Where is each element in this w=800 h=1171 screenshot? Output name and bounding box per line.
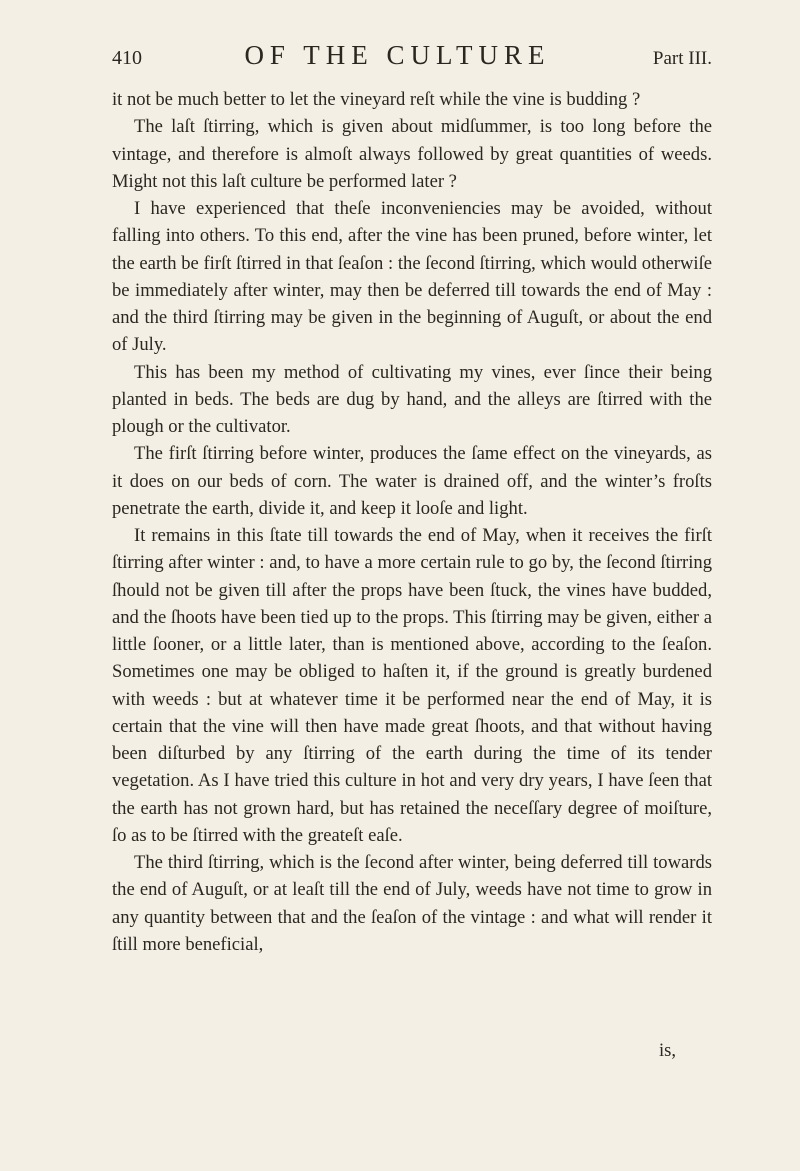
paragraph: The third ſtirring, which is the ſecond after winter, being deferred till towards the end of Auguſt, or at leaſt till the end of July, weeds have not time to grow in any quantity between that and the ſeaſon of the vintage : and what will render it ſtill more beneficial,	[112, 852, 712, 955]
paragraph: The laſt ſtirring, which is given about midſummer, is too long before the vintage, and therefore is almoſt always followed by great quantities of weeds. Might not this laſt culture be performed later ?	[112, 116, 712, 192]
paragraph: This has been my method of cultivating my vines, ever ſince their being planted in beds. The beds are dug by hand, and the alleys are ſtirred with the plough or the cultivator.	[112, 361, 712, 437]
paragraph: The firſt ſtirring before winter, produces the ſame effect on the vineyards, as it does on our beds of corn. The water is drained off, and the winter’s froſts penetrate the earth, divide it, and keep it looſe and light.	[112, 443, 712, 519]
page-header	[112, 40, 712, 74]
running-title: OF THE CULTURE	[244, 40, 551, 70]
page-number: 410	[112, 47, 142, 69]
part-label: Part III.	[652, 48, 712, 69]
catchword: is,	[659, 1040, 677, 1061]
body-text	[112, 86, 712, 958]
paragraph: It remains in this ſtate till towards the end of May, when it receives the firſt ſtirring after winter : and, to have a more certain rule to go by, the ſecond ſtirring ſhould not be given till after the props have been ſtuck, the vines have budded, and the ſhoots have been tied up to the props. This ſtirring may be given, either a little ſooner, or a little later, than is mentioned above, according to the ſeaſon. Sometimes one may be obliged to haſten it, if the ground is greatly burdened with weeds : but at whatever time it be performed near the end of May, it is certain that the vine will then have made great ſhoots, and that without having been diſturbed by any ſtirring of the earth during the time of its tender vegetation. As I have tried this culture in hot and very dry years, I have ſeen that the earth has not grown hard, but has retained the neceſſary degree of moiſture, ſo as to be ſtirred with the greateſt eaſe.	[112, 525, 712, 846]
paragraph: it not be much better to let the vineyard reſt while the vine is budding ?	[112, 89, 641, 110]
paragraph: I have experienced that theſe inconveniencies may be avoided, without falling into others. To this end, after the vine has been pruned, before winter, let the earth be firſt ſtirred in that ſeaſon : the ſecond ſtirring, which would otherwiſe be immediately after winter, may then be deferred till towards the end of May : and the third ſtirring may be given in the beginning of Auguſt, or about the end of July.	[112, 198, 712, 356]
